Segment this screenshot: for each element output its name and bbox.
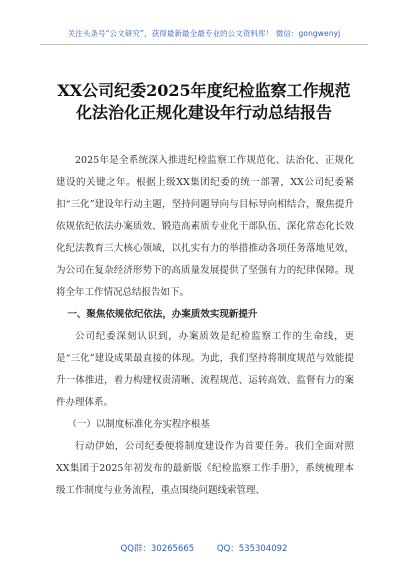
header-divider xyxy=(40,44,368,45)
footer-contact xyxy=(0,542,408,554)
document-title xyxy=(24,80,384,124)
header-banner: 关注头条号“公文研究”，获得最新最全最专业的公文资料库！ 微信：gongwenyj xyxy=(67,29,341,38)
subsection-1-paragraph: 行动伊始，公司纪委便将制度建设作为首要任务。我们全面对照XX集团于2025年初发布的最新版《纪检监察工作手册》，系统梳理本级工作制度与业务流程，重点围绕问题线索管理、 xyxy=(56,441,354,496)
subsection-heading-1: （一）以制度标准化夯实程序根基 xyxy=(67,419,210,430)
title-line-1: XX公司纪委2025年度纪检监察工作规范 xyxy=(57,81,351,100)
title-line-2: 化法治化正规化建设年行动总结报告 xyxy=(75,103,332,122)
section-heading-1: 一、聚焦依规依纪依法，办案质效实现新提升 xyxy=(67,309,258,320)
section-1-paragraph: 公司纪委深刻认识到，办案质效是纪检监察工作的生命线，更是“三化”建设成果最直接的体现。为此，我们坚持将制度规范与效能提升一体推进，着力构建权责清晰、流程规范、运转高效、监督有力的案件办理体系。 xyxy=(56,331,354,408)
document-body xyxy=(56,150,354,502)
intro-paragraph: 2025年是全系统深入推进纪检监察工作规范化、法治化、正规化建设的关键之年。根据上级XX集团纪委的统一部署，XX公司纪委紧扣“三化”建设年行动主题，坚持问题导向与目标导向相结合，聚焦提升依规依纪依法办案质效、锻造高素质专业化干部队伍、深化常态化长效化纪法教育三大核心领域，以扎实有力的举措推动各项任务落地见效，为公司在复杂经济形势下的高质量发展提供了坚强有力的纪律保障。现将全年工作情况总结报告如下。 xyxy=(56,155,354,298)
footer-qq: QQ：535304092 xyxy=(216,544,288,554)
footer-qq-group: QQ群：30265665 xyxy=(120,544,195,554)
